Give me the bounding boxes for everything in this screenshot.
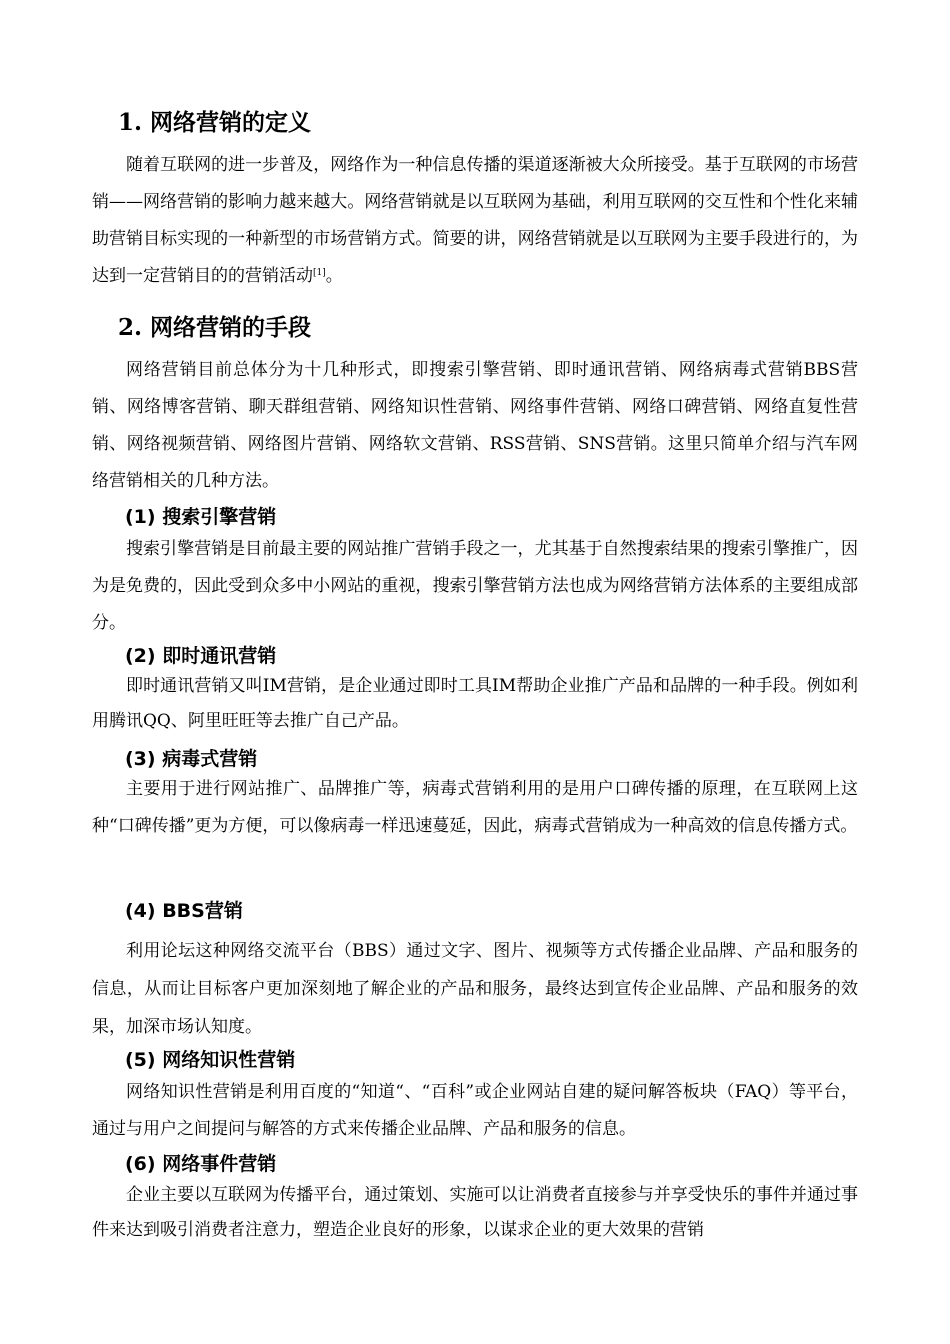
definition-text-end: 。 [325,266,343,286]
section-paragraph-methods: 网络营销目前总体分为十几种形式，即搜索引擎营销、即时通讯营销、网络病毒式营销BBS营销、网络博客营销、聊天群组营销、网络知识性营销、网络事件营销、网络口碑营销、网络直复性营销、网络视频营销、网络图片营销、网络软文营销、RSS营销、SNS营销。这里只简单介绍与汽车网络营销相关的几种方法。 [92,360,858,491]
citation-reference: [1] [313,268,326,278]
subsection-heading-knowledge: (5) 网络知识性营销 [125,1049,296,1071]
subsection-paragraph-search-engine: 搜索引擎营销是目前最主要的网站推广营销手段之一，尤其基于自然搜索结果的搜索引擎推广，因为是免费的，因此受到众多中小网站的重视，搜索引擎营销方法也成为网络营销方法体系的主要组成部分。 [92,539,858,633]
subsection-paragraph-bbs: 利用论坛这种网络交流平台（BBS）通过文字、图片、视频等方式传播企业品牌、产品和服务的信息，从而让目标客户更加深刻地了解企业的产品和服务，最终达到宣传企业品牌、产品和服务的效果，加深市场认知度。 [92,941,858,1037]
subsection-heading-search-engine: (1) 搜索引擎营销 [125,506,277,528]
definition-text: 随着互联网的进一步普及，网络作为一种信息传播的渠道逐渐被大众所接受。基于互联网的市场营销——网络营销的影响力越来越大。网络营销就是以互联网为基础，利用互联网的交互性和个性化来辅助营销目标实现的一种新型的市场营销方式。简要的讲，网络营销就是以互联网为主要手段进行的，为达到一定营销目的的营销活动 [92,155,858,286]
subsection-paragraph-viral: 主要用于进行网站推广、品牌推广等，病毒式营销利用的是用户口碑传播的原理，在互联网上这种“口碑传播”更为方便，可以像病毒一样迅速蔓延，因此，病毒式营销成为一种高效的信息传播方式。 [92,779,858,836]
subsection-paragraph-knowledge: 网络知识性营销是利用百度的“知道“、“百科”或企业网站自建的疑问解答板块（FAQ）等平台，通过与用户之间提问与解答的方式来传播企业品牌、产品和服务的信息。 [92,1082,858,1139]
subsection-heading-bbs: (4) BBS营销 [125,900,243,922]
subsection-heading-viral: (3) 病毒式营销 [125,748,258,770]
subsection-heading-event: (6) 网络事件营销 [125,1153,277,1175]
section-heading-definition: 1. 网络营销的定义 [118,109,312,136]
subsection-paragraph-instant-messaging: 即时通讯营销又叫IM营销，是企业通过即时工具IM帮助企业推广产品和品牌的一种手段。例如利用腾讯QQ、阿里旺旺等去推广自己产品。 [92,676,858,731]
subsection-heading-instant-messaging: (2) 即时通讯营销 [125,645,277,667]
section-paragraph-definition [92,147,858,295]
section-heading-methods: 2. 网络营销的手段 [118,314,312,341]
subsection-paragraph-event: 企业主要以互联网为传播平台，通过策划、实施可以让消费者直接参与并享受快乐的事件并通过事件来达到吸引消费者注意力，塑造企业良好的形象，以谋求企业的更大效果的营销 [92,1185,858,1240]
